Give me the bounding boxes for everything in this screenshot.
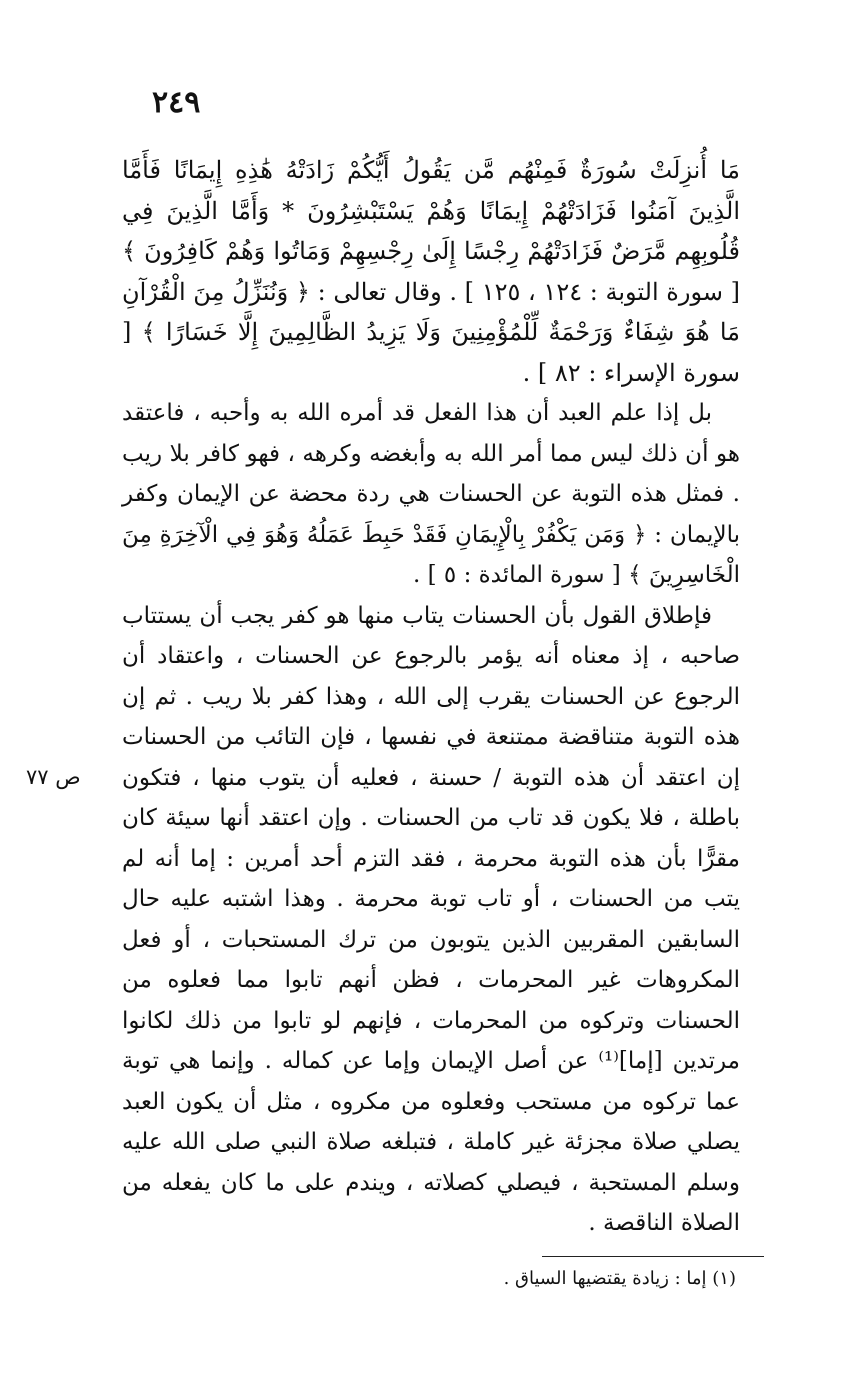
paragraph-3: فإطلاق القول بأن الحسنات يتاب منها هو كفر يجب أن يستتاب صاحبه ، إذ معناه أنه يؤمر بالرجوع عن الحسنات ، واعتقاد أن الرجوع عن الحسنات يقرب إلى الله ، وهذا كفر بلا ريب . ثم إن هذه التوبة متناقضة ممتنعة في نفسها ، فإن التائب من الحسنات إن اعتقد أن هذه التوبة / حسنة ، فعليه أن يتوب منها ، فتكون باطلة ، فلا يكون قد تاب من الحسنات . وإن اعتقد أنها سيئة كان مقرًّا بأن هذه التوبة محرمة ، فقد التزم أحد أمرين : إما أنه لم يتب من الحسنات ، أو تاب توبة محرمة . وهذا اشتبه عليه حال السابقين المقربين الذين يتوبون من ترك المستحبات ، أو فعل المكروهات غير المحرمات ، فظن أنهم تابوا مما فعلوه من الحسنات وتركوه من المحرمات ، فإنهم لو تابوا من ذلك لكانوا مرتدين [إما]⁽¹⁾ عن أصل الإيمان وإما عن كماله . وإنما هي توبة عما تركوه من مستحب وفعلوه من مكروه ، مثل أن يكون العبد يصلي صلاة مجزئة غير كاملة ، فتبلغه صلاة النبي صلى الله عليه وسلم المستحبة ، فيصلي كصلاته ، ويندم على ما كان يفعله من الصلاة الناقصة . bbox=[122, 602, 740, 1236]
margin-page-reference: ص ٧٧ bbox=[26, 765, 81, 789]
footnote: (١) إما : زيادة يقتضيها السياق . bbox=[503, 1268, 736, 1289]
main-text bbox=[122, 150, 740, 1244]
paragraph-2: بل إذا علم العبد أن هذا الفعل قد أمره الله به وأحبه ، فاعتقد هو أن ذلك ليس مما أمر الله به وأبغضه وكرهه ، فهو كافر بلا ريب . فمثل هذه التوبة عن الحسنات هي ردة محضة عن الإيمان وكفر بالإيمان : ﴿ وَمَن يَكْفُرْ بِالْإِيمَانِ فَقَدْ حَبِطَ عَمَلُهُ وَهُوَ فِي الْآخِرَةِ مِنَ الْخَاسِرِينَ ﴾ [ سورة المائدة : ٥ ] . bbox=[122, 400, 741, 588]
footnote-divider bbox=[542, 1256, 764, 1257]
page-number: ٢٤٩ bbox=[152, 85, 201, 120]
paragraph-quranic-quote: مَا أُنزِلَتْ سُورَةٌ فَمِنْهُم مَّن يَقُولُ أَيُّكُمْ زَادَتْهُ هَٰذِهِ إِيمَانًا فَأَمَّا الَّذِينَ آمَنُوا فَزَادَتْهُمْ إِيمَانًا وَهُمْ يَسْتَبْشِرُونَ * وَأَمَّا الَّذِينَ فِي قُلُوبِهِم مَّرَضٌ فَزَادَتْهُمْ رِجْسًا إِلَىٰ رِجْسِهِمْ وَمَاتُوا وَهُمْ كَافِرُونَ ﴾ [ سورة التوبة : ١٢٤ ، ١٢٥ ] . وقال تعالى : ﴿ وَنُنَزِّلُ مِنَ الْقُرْآنِ مَا هُوَ شِفَاءٌ وَرَحْمَةٌ لِّلْمُؤْمِنِينَ وَلَا يَزِيدُ الظَّالِمِينَ إِلَّا خَسَارًا ﴾ [ سورة الإسراء : ٨٢ ] . bbox=[122, 156, 740, 387]
